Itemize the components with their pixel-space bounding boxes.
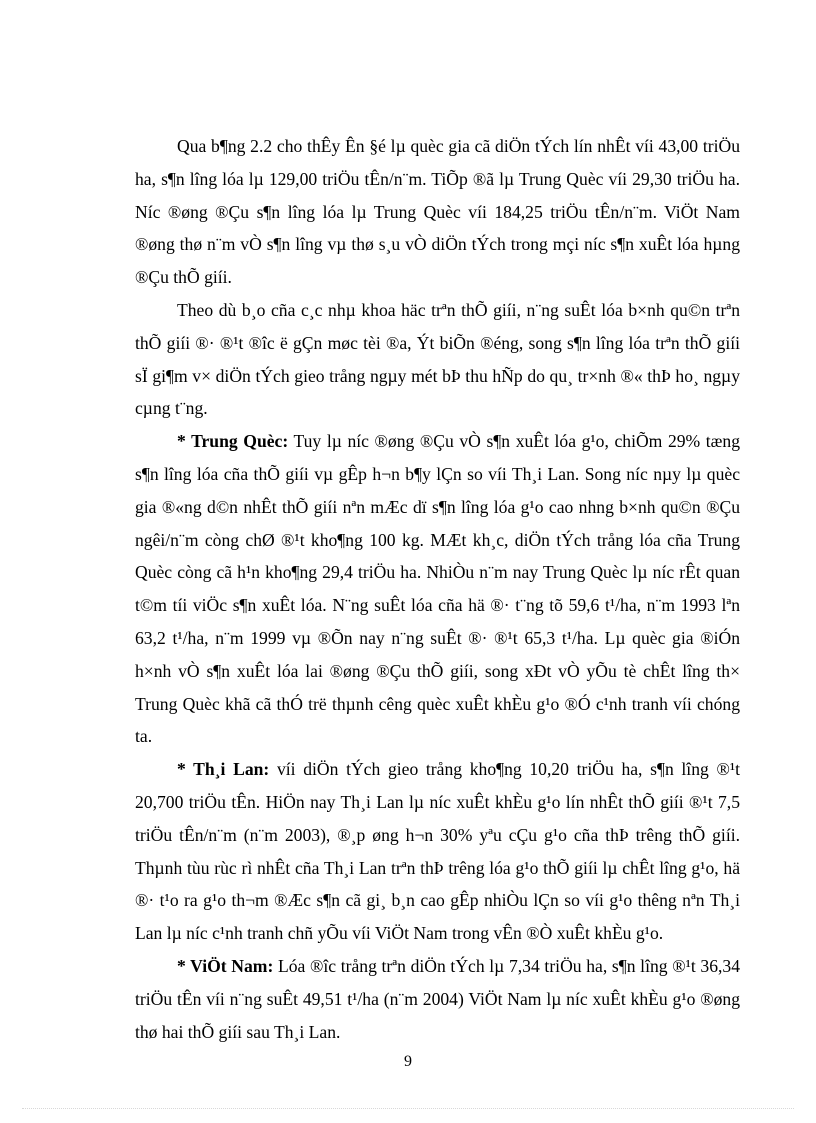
paragraph-text: Qua b¶ng 2.2 cho thÊy Ên §é lµ quèc gia cã diÖn tÝch lín nhÊt víi 43,00 triÖu ha, s¶n lîng lóa lµ 129,00 triÖu tÊn/n¨m. TiÕp ®ã lµ Trung Quèc víi 29,30 triÖu ha. Níc ®øng ®Çu s¶n lîng lóa lµ Trung Quèc víi 184,25 triÖu tÊn/n¨m. ViÖt Nam ®øng thø n¨m vÒ s¶n lîng vµ thø s¸u vÒ diÖn tÝch trong mçi níc s¶n xuÊt lóa hµng ®Çu thÕ giíi. — [135, 136, 740, 288]
paragraph-heading: * ViÖt Nam: — [177, 955, 274, 976]
paragraph-2 — [135, 294, 740, 425]
paragraph-thai-lan — [135, 753, 740, 950]
paragraph-trung-quoc — [135, 425, 740, 753]
page-number: 9 — [404, 1053, 412, 1070]
paragraph-text: Theo dù b¸o cña c¸c nhµ khoa häc trªn thÕ giíi, n¨ng suÊt lóa b×nh qu©n trªn thÕ giíi ®· ®¹t ®îc ë gÇn møc tèi ®a, Ýt biÕn ®éng, song s¶n lîng lóa trªn thÕ giíi sÏ gi¶m v× diÖn tÝch gieo trång ngµy mét bÞ thu hÑp do qu¸ tr×nh ®« thÞ ho¸ ngµy cµng t¨ng. — [135, 299, 740, 419]
paragraph-text: víi diÖn tÝch gieo trång kho¶ng 10,20 triÖu ha, s¶n lîng ®¹t 20,700 triÖu tÊn. HiÖn nay Th¸i Lan lµ níc xuÊt khÈu g¹o lín nhÊt thÕ giíi ®¹t 7,5 triÖu tÊn/n¨m (n¨m 2003), ®¸p øng h¬n 30% yªu cÇu g¹o cña thÞ trêng thÕ giíi. Thµnh tùu rùc rì nhÊt cña Th¸i Lan trªn thÞ trêng lóa g¹o thÕ giíi lµ chÊt lîng g¹o, hä ®· t¹o ra g¹o th¬m ®Æc s¶n cã gi¸ b¸n cao gÊp nhiÒu lÇn so víi g¹o thêng nªn Th¸i Lan lµ níc c¹nh tranh chñ yÕu víi ViÖt Nam trong vÊn ®Ò xuÊt khÈu g¹o. — [135, 759, 740, 944]
paragraph-viet-nam — [135, 950, 740, 1048]
paragraph-heading: * Trung Quèc: — [177, 431, 289, 452]
document-body — [135, 130, 740, 1048]
paragraph-text: Lóa ®îc trång trªn diÖn tÝch lµ 7,34 triÖu ha, s¶n lîng ®¹t 36,34 triÖu tÊn víi n¨ng suÊt 49,51 t¹/ha (n¨m 2004) ViÖt Nam lµ níc xuÊt khÈu g¹o ®øng thø hai thÕ giíi sau Th¸i Lan. — [135, 955, 740, 1042]
paragraph-text: Tuy lµ níc ®øng ®Çu vÒ s¶n xuÊt lóa g¹o, chiÕm 29% tæng s¶n lîng lóa cña thÕ giíi vµ gÊp h¬n b¶y lÇn so víi Th¸i Lan. Song níc nµy lµ quèc gia ®«ng d©n nhÊt thÕ giíi nªn mÆc dï s¶n lîng lóa g¹o cao nhng b×nh qu©n ®Çu ngêi/n¨m còng chØ ®¹t kho¶ng 100 kg. MÆt kh¸c, diÖn tÝch trång lóa cña Trung Quèc còng cã h¹n kho¶ng 29,4 triÖu ha. NhiÒu n¨m nay Trung Quèc lµ níc rÊt quan t©m tíi viÖc s¶n xuÊt lóa. N¨ng suÊt lóa cña hä ®· t¨ng tõ 59,6 t¹/ha, n¨m 1993 lªn 63,2 t¹/ha, n¨m 1999 vµ ®Õn nay n¨ng suÊt ®· ®¹t 65,3 t¹/ha. Lµ quèc gia ®iÓn h×nh vÒ s¶n xuÊt lóa lai ®øng ®Çu thÕ giíi, song xÐt vÒ yÕu tè chÊt lîng th× Trung Quèc khã cã thÓ trë thµnh cêng quèc xuÊt khÈu g¹o ®Ó c¹nh tranh víi chóng ta. — [135, 431, 741, 747]
paragraph-heading: * Th¸i Lan: — [177, 759, 270, 780]
paragraph-1 — [135, 130, 740, 294]
footer-divider — [22, 1108, 794, 1109]
